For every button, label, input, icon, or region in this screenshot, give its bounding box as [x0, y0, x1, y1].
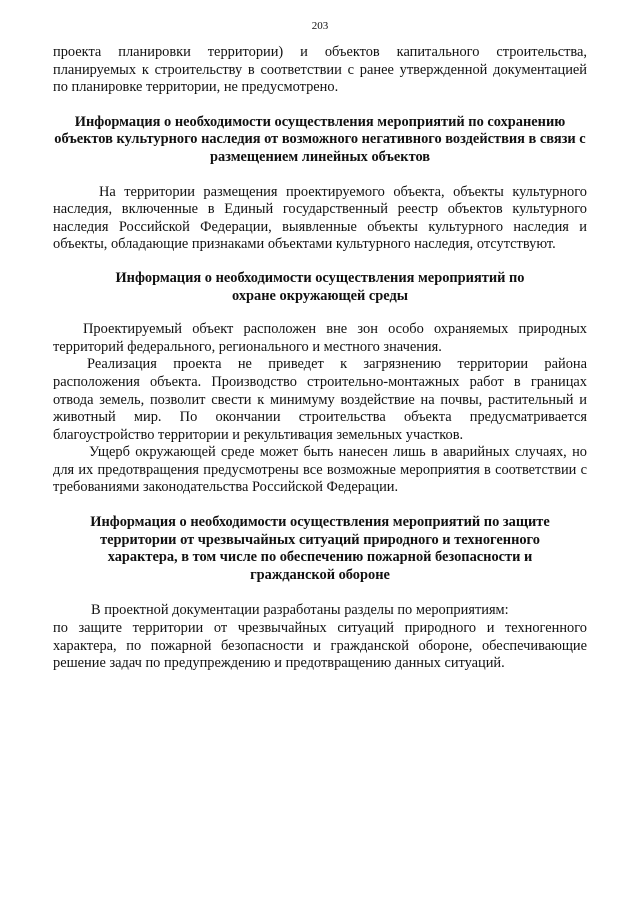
section-heading-emergency: Информация о необходимости осуществления мероприятий по защите территории от чрезвычайных ситуаций природного и техногенного характера, в том числе по обеспечению пожарной безопасности и гражданской обороне [90, 514, 550, 583]
document-body [53, 44, 587, 673]
environment-paragraph-1: Проектируемый объект расположен вне зон особо охраняемых природных территорий федерального, регионального и местного значения. [53, 321, 587, 355]
page-number: 203 [311, 20, 329, 32]
cultural-heritage-paragraph: На территории размещения проектируемого объекта, объекты культурного наследия, включенные в Единый государственный реестр объектов культурного наследия Российской Федерации, выявленные объекты культурного наследия и объекты, обладающие признаками объектами культурного наследия, отсутствуют. [53, 183, 587, 253]
intro-paragraph: проекта планировки территории) и объектов капитального строительства, планируемых к строительству в соответствии с ранее утвержденной документацией по планировке территории, не предусмотрено. [53, 44, 587, 96]
environment-section [53, 321, 587, 497]
emergency-paragraph-1: В проектной документации разработаны разделы по мероприятиям: [91, 602, 509, 619]
emergency-paragraph-2: по защите территории от чрезвычайных ситуаций природного и техногенного характера, по пожарной безопасности и гражданской обороне, обеспечивающие решение задач по предупреждению и предотвращению данных ситуаций. [53, 620, 587, 672]
section-heading-environment: Информация о необходимости осуществления мероприятий по охране окружающей среды [115, 269, 525, 304]
environment-paragraph-3: Ущерб окружающей среде может быть нанесен лишь в аварийных случаях, но для их предотвращения предусмотрены все возможные мероприятия в соответствии с требованиями законодательства Российской Федерации. [53, 444, 587, 496]
section-heading-cultural-heritage: Информация о необходимости осуществления мероприятий по сохранению объектов культурного наследия от возможного негативного воздействия в связи с размещением линейных объектов [54, 113, 586, 165]
environment-paragraph-2: Реализация проекта не приведет к загрязнению территории района расположения объекта. Производство строительно-монтажных работ в границах отвода земель, позволит свести к минимуму воздействие на почвы, растительный и животный мир. По окончании строительства объекта предусматривается благоустройство территории и рекультивация земельных участков. [53, 356, 587, 443]
